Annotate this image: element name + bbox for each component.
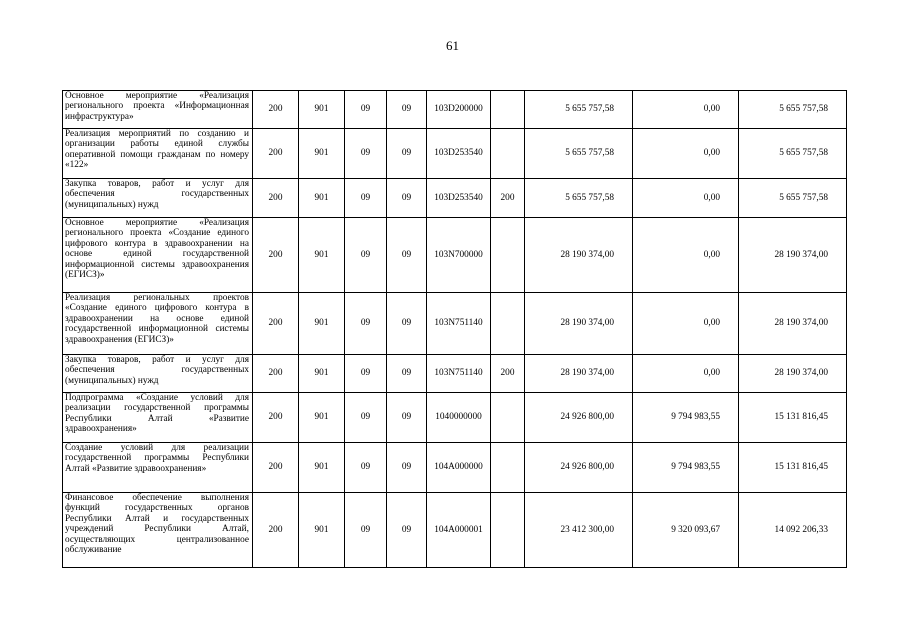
row-sum-1: 28 190 374,00 xyxy=(525,293,633,355)
row-csr: 103D253540 xyxy=(427,129,491,179)
row-name: Основное мероприятие «Реализация регионального проекта «Информационная инфраструктура» xyxy=(63,91,253,129)
row-rz: 09 xyxy=(345,129,387,179)
row-sum-3: 28 190 374,00 xyxy=(739,293,847,355)
row-sum-3: 5 655 757,58 xyxy=(739,91,847,129)
row-ved: 200 xyxy=(253,129,299,179)
row-pr: 09 xyxy=(387,179,427,218)
row-ved: 200 xyxy=(253,218,299,293)
row-rz: 09 xyxy=(345,393,387,443)
row-pr: 09 xyxy=(387,91,427,129)
row-sum-3: 14 092 206,33 xyxy=(739,493,847,568)
table-row xyxy=(63,179,847,218)
row-pr: 09 xyxy=(387,355,427,393)
table-row xyxy=(63,393,847,443)
row-rz: 09 xyxy=(345,293,387,355)
row-sum-2: 9 794 983,55 xyxy=(633,393,739,443)
row-sum-2: 9 320 093,67 xyxy=(633,493,739,568)
row-ved: 200 xyxy=(253,91,299,129)
row-ved: 200 xyxy=(253,355,299,393)
row-sum-1: 23 412 300,00 xyxy=(525,493,633,568)
row-pr: 09 xyxy=(387,293,427,355)
row-sum-1: 5 655 757,58 xyxy=(525,129,633,179)
row-sum-3: 15 131 816,45 xyxy=(739,443,847,493)
row-sum-2: 9 794 983,55 xyxy=(633,443,739,493)
row-rz: 09 xyxy=(345,355,387,393)
row-sum-1: 24 926 800,00 xyxy=(525,393,633,443)
row-sum-1: 28 190 374,00 xyxy=(525,355,633,393)
row-rz: 09 xyxy=(345,218,387,293)
row-sum-3: 15 131 816,45 xyxy=(739,393,847,443)
row-name: Реализация региональных проектов «Создание единого цифрового контура в здравоохранении на основе единой государственной информационной системы здравоохранения (ЕГИСЗ)» xyxy=(63,293,253,355)
row-sum-1: 24 926 800,00 xyxy=(525,443,633,493)
row-name: Подпрограмма «Создание условий для реализации государственной программы Республики Алтай «Развитие здравоохранения» xyxy=(63,393,253,443)
row-csr: 1040000000 xyxy=(427,393,491,443)
row-sum-3: 28 190 374,00 xyxy=(739,355,847,393)
row-sum-1: 28 190 374,00 xyxy=(525,218,633,293)
row-sum-1: 5 655 757,58 xyxy=(525,179,633,218)
row-pr: 09 xyxy=(387,129,427,179)
row-sum-3: 28 190 374,00 xyxy=(739,218,847,293)
row-ved: 200 xyxy=(253,293,299,355)
table-row xyxy=(63,293,847,355)
row-name: Финансовое обеспечение выполнения функций государственных органов Республики Алтай и государственных учреждений Республики Алтай, осуществляющих централизованное обслуживание xyxy=(63,493,253,568)
row-glava: 901 xyxy=(299,91,345,129)
row-csr: 103N700000 xyxy=(427,218,491,293)
table-row xyxy=(63,443,847,493)
row-vr xyxy=(491,393,525,443)
row-pr: 09 xyxy=(387,493,427,568)
row-pr: 09 xyxy=(387,218,427,293)
row-csr: 103D200000 xyxy=(427,91,491,129)
budget-table xyxy=(62,90,847,568)
row-csr: 103N751140 xyxy=(427,293,491,355)
row-pr: 09 xyxy=(387,443,427,493)
table-row xyxy=(63,91,847,129)
row-rz: 09 xyxy=(345,493,387,568)
row-name: Реализация мероприятий по созданию и организации работы единой службы оперативной помощи гражданам по номеру «122» xyxy=(63,129,253,179)
table-body xyxy=(63,91,847,568)
table-row xyxy=(63,493,847,568)
table-row xyxy=(63,355,847,393)
row-vr xyxy=(491,129,525,179)
row-csr: 104A000000 xyxy=(427,443,491,493)
row-sum-2: 0,00 xyxy=(633,218,739,293)
row-glava: 901 xyxy=(299,443,345,493)
row-rz: 09 xyxy=(345,179,387,218)
row-glava: 901 xyxy=(299,218,345,293)
row-vr xyxy=(491,91,525,129)
row-vr xyxy=(491,493,525,568)
row-glava: 901 xyxy=(299,355,345,393)
row-ved: 200 xyxy=(253,393,299,443)
row-sum-3: 5 655 757,58 xyxy=(739,129,847,179)
row-ved: 200 xyxy=(253,179,299,218)
row-rz: 09 xyxy=(345,443,387,493)
row-vr xyxy=(491,218,525,293)
row-vr xyxy=(491,293,525,355)
row-csr: 104A000001 xyxy=(427,493,491,568)
row-sum-2: 0,00 xyxy=(633,129,739,179)
row-glava: 901 xyxy=(299,129,345,179)
row-glava: 901 xyxy=(299,179,345,218)
row-vr: 200 xyxy=(491,355,525,393)
row-sum-1: 5 655 757,58 xyxy=(525,91,633,129)
row-glava: 901 xyxy=(299,393,345,443)
row-name: Закупка товаров, работ и услуг для обеспечения государственных (муниципальных) нужд xyxy=(63,179,253,218)
row-ved: 200 xyxy=(253,443,299,493)
row-sum-2: 0,00 xyxy=(633,91,739,129)
table-row xyxy=(63,129,847,179)
row-vr: 200 xyxy=(491,179,525,218)
row-name: Основное мероприятие «Реализация регионального проекта «Создание единого цифрового контура в здравоохранении на основе единой государственной информационной системы здравоохранения (ЕГИСЗ)» xyxy=(63,218,253,293)
row-csr: 103N751140 xyxy=(427,355,491,393)
row-sum-2: 0,00 xyxy=(633,293,739,355)
row-rz: 09 xyxy=(345,91,387,129)
row-pr: 09 xyxy=(387,393,427,443)
table-row xyxy=(63,218,847,293)
row-csr: 103D253540 xyxy=(427,179,491,218)
row-name: Создание условий для реализации государственной программы Республики Алтай «Развитие здравоохранения» xyxy=(63,443,253,493)
row-sum-3: 5 655 757,58 xyxy=(739,179,847,218)
row-sum-2: 0,00 xyxy=(633,355,739,393)
row-ved: 200 xyxy=(253,493,299,568)
row-sum-2: 0,00 xyxy=(633,179,739,218)
row-glava: 901 xyxy=(299,493,345,568)
row-vr xyxy=(491,443,525,493)
page-number: 61 xyxy=(446,38,459,53)
row-name: Закупка товаров, работ и услуг для обеспечения государственных (муниципальных) нужд xyxy=(63,355,253,393)
row-glava: 901 xyxy=(299,293,345,355)
